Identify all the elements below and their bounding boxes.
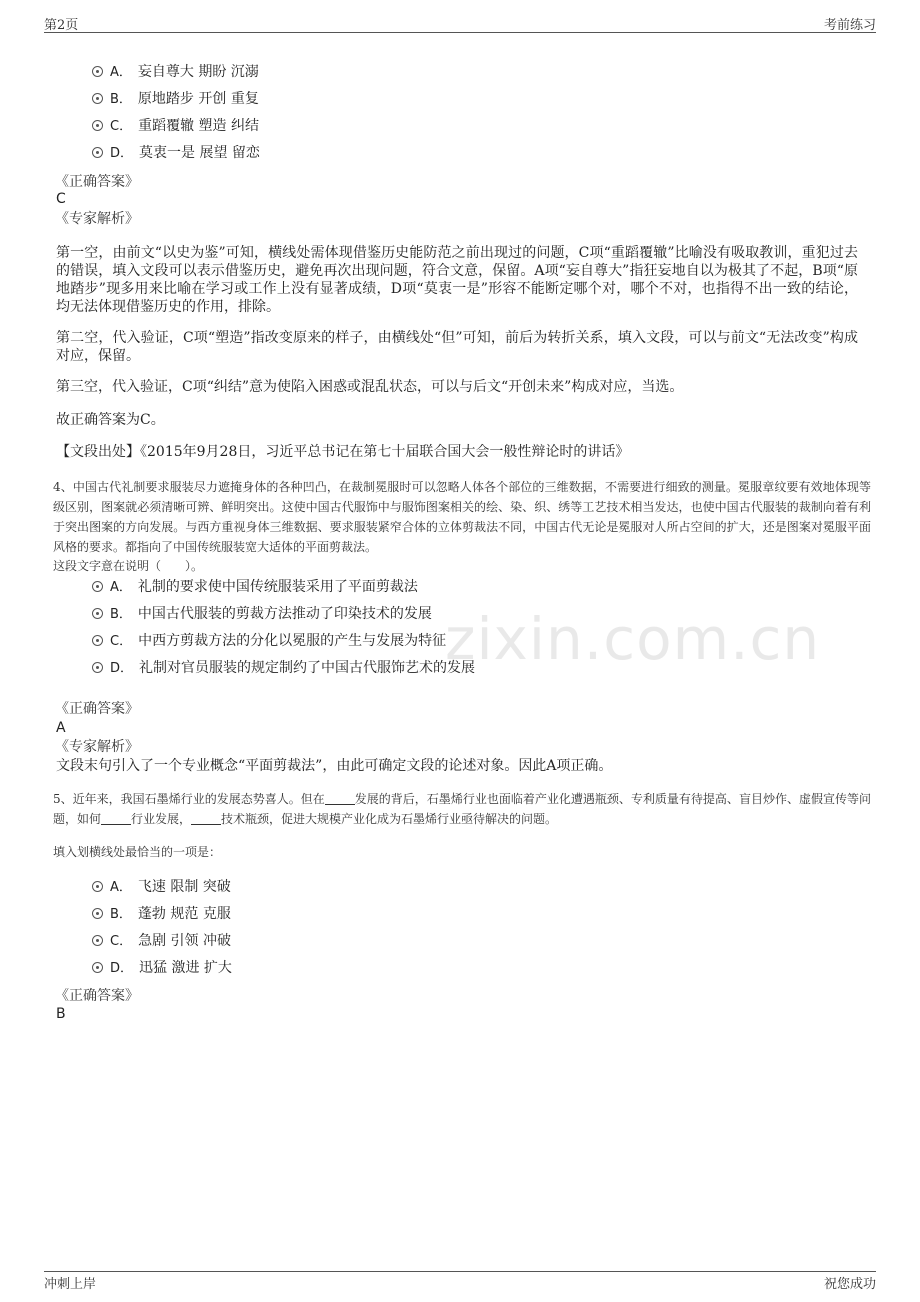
q4-option-a[interactable]: A． 礼制的要求使中国传统服装采用了平面剪裁法 [92, 577, 418, 598]
footer-left: 冲刺上岸 [44, 1277, 97, 1292]
radio-icon[interactable] [92, 908, 103, 919]
q5-answer-label: 《正确答案》 [55, 988, 139, 1004]
q3-analysis-label: 《专家解析》 [55, 211, 139, 227]
page-header [44, 14, 876, 33]
page-number: 第2页 [44, 18, 79, 33]
q4-option-b[interactable]: B． 中国古代服装的剪裁方法推动了印染技术的发展 [92, 604, 432, 625]
q3-option-a[interactable]: A． 妄自尊大 期盼 沉溺 [92, 62, 259, 83]
fill-blank [325, 792, 355, 805]
radio-icon[interactable] [92, 881, 103, 892]
q3-analysis-p2: 第二空，代入验证，C项“塑造”指改变原来的样子，由横线处“但”可知，前后为转折关系，填入文段，可以与前文“无法改变”构成对应，保留。 [56, 330, 858, 364]
q3-answer: C [56, 191, 66, 207]
fill-blank [191, 812, 221, 825]
q3-source: 【文段出处】《2015年9月28日，习近平总书记在第七十届联合国大会一般性辩论时的讲话》 [56, 444, 630, 460]
radio-icon[interactable] [92, 66, 103, 77]
radio-icon[interactable] [92, 581, 103, 592]
q3-option-b[interactable]: B． 原地踏步 开创 重复 [92, 89, 259, 110]
header-title: 考前练习 [823, 18, 876, 33]
q3-analysis-p1: 第一空，由前文“以史为鉴”可知，横线处需体现借鉴历史能防范之前出现过的问题，C项“重蹈覆辙”比喻没有吸取教训，重犯过去的错误，填入文段可以表示借鉴历史，避免再次出现问题，符合文意，保留。A项“妄自尊大”指狂妄地自以为极其了不起，B项“原地踏步”现多用来比喻在学习或工作上没有显著成绩，D项“莫衷一是”形容不能断定哪个对，哪个不对，也指得不出一致的结论，均无法体现借鉴历史的作用，排除。 [56, 245, 858, 315]
q5-answer: B [56, 1006, 66, 1022]
q3-answer-label: 《正确答案》 [55, 174, 139, 190]
q5-option-a[interactable]: A． 飞速 限制 突破 [92, 877, 231, 898]
q4-answer: A [56, 720, 66, 736]
radio-icon[interactable] [92, 962, 103, 973]
q4-prompt: 这段文字意在说明（ ）。 [53, 559, 204, 573]
radio-icon[interactable] [92, 935, 103, 946]
q5-option-d[interactable]: D． 迅猛 激进 扩大 [92, 958, 232, 979]
q3-option-c[interactable]: C． 重蹈覆辙 塑造 纠结 [92, 116, 259, 137]
q4-option-d[interactable]: D． 礼制对官员服装的规定制约了中国古代服饰艺术的发展 [92, 658, 475, 679]
q5-prompt: 填入划横线处最恰当的一项是： [53, 845, 222, 859]
q4-answer-label: 《正确答案》 [55, 701, 139, 717]
q4-stem: 4、中国古代礼制要求服装尽力遮掩身体的各种凹凸，在裁制冕服时可以忽略人体各个部位的三维数据，不需要进行细致的测量。冕服章纹要有效地体现等级区别，图案就必须清晰可辨、鲜明突出。这使中国古代服饰中与服饰图案相关的绘、染、织、绣等工艺技术相当发达，也使中国古代服装的裁制向着有利于突出图案的方向发展。与西方重视身体三维数据、要求服装紧窄合体的立体剪裁法不同，中国古代无论是冕服对人所占空间的扩大，还是图案对冕服平面风格的要求。都指向了中国传统服装宽大适体的平面剪裁法。 [53, 480, 871, 554]
radio-icon[interactable] [92, 608, 103, 619]
q4-option-c[interactable]: C． 中西方剪裁方法的分化以冕服的产生与发展为特征 [92, 631, 446, 652]
page-footer [44, 1271, 876, 1291]
q5-option-b[interactable]: B． 蓬勃 规范 克服 [92, 904, 231, 925]
radio-icon[interactable] [92, 662, 103, 673]
q5-option-c[interactable]: C． 急剧 引领 冲破 [92, 931, 231, 952]
q3-analysis-p4: 故正确答案为C。 [56, 412, 165, 428]
radio-icon[interactable] [92, 147, 103, 158]
q3-analysis-p3: 第三空，代入验证，C项“纠结”意为使陷入困惑或混乱状态，可以与后文“开创未来”构成对应，当选。 [56, 379, 684, 395]
fill-blank [101, 812, 131, 825]
q4-analysis: 文段末句引入了一个专业概念“平面剪裁法”，由此可确定文段的论述对象。因此A项正确。 [56, 758, 613, 774]
radio-icon[interactable] [92, 635, 103, 646]
q4-analysis-label: 《专家解析》 [55, 739, 139, 755]
q3-option-d[interactable]: D． 莫衷一是 展望 留恋 [92, 143, 260, 164]
radio-icon[interactable] [92, 120, 103, 131]
footer-right: 祝您成功 [823, 1277, 876, 1292]
q5-stem: 5、近年来，我国石墨烯行业的发展态势喜人。但在 发展的背后，石墨烯行业也面临着产业化遭遇瓶颈、专利质量有待提高、盲目炒作、虚假宣传等问题，如何 行业发展， 技术瓶颈，促进大规模产业化成为石墨烯行业亟待解决的问题。 [53, 792, 871, 826]
watermark: zixin.com.cn [445, 605, 821, 673]
radio-icon[interactable] [92, 93, 103, 104]
